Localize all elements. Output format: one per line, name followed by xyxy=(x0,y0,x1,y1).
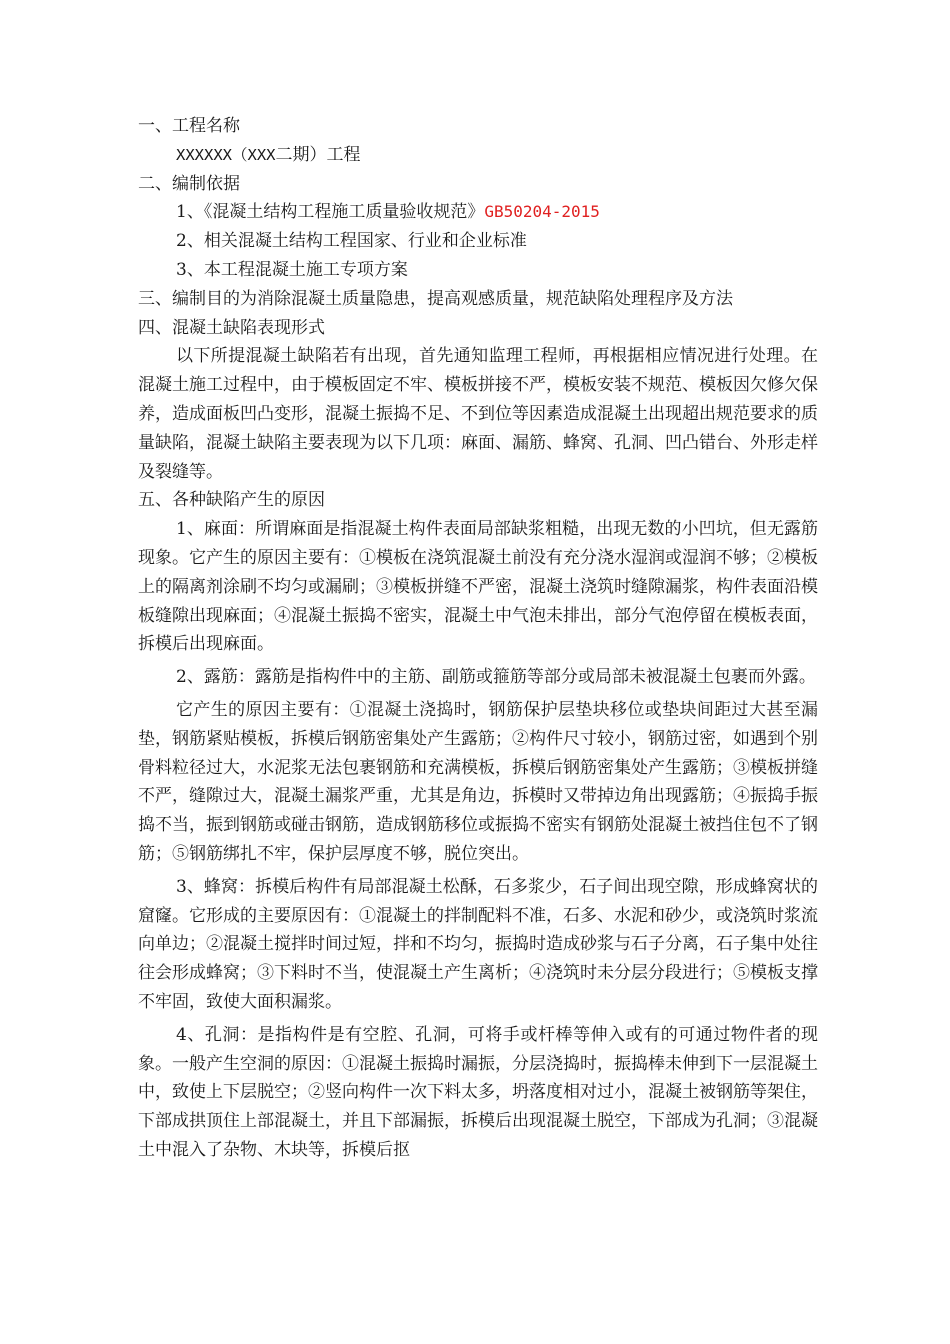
standard-code: GB50204-2015 xyxy=(484,202,600,222)
section-3-heading: 三、编制目的为消除混凝土质量隐患，提高观感质量，规范缺陷处理程序及方法 xyxy=(138,288,733,309)
section-1-heading: 一、工程名称 xyxy=(138,116,240,136)
document-body xyxy=(138,112,818,1165)
cause-exposed-rebar-reasons-paragraph: 它产生的原因主要有：①混凝土浇捣时，钢筋保护层垫块移位或垫块间距过大甚至漏垫，钢筋紧贴模板，拆模后钢筋密集处产生露筋；②构件尺寸较小，钢筋过密，如遇到个别骨料粒径过大，水泥浆无法包裹钢筋和充满模板，拆模后钢筋密集处产生露筋；③模板拼缝不严，缝隙过大，混凝土漏浆严重，尤其是角边，拆模时又带掉边角出现露筋；④振捣手振捣不当，振到钢筋或碰击钢筋，造成钢筋移位或振捣不密实有钢筋处混凝土被挡住包不了钢筋；⑤钢筋绑扎不牢，保护层厚度不够，脱位突出。 xyxy=(138,699,818,864)
project-name xyxy=(138,141,818,170)
project-name-code: XXXXXX（XXX xyxy=(176,145,276,164)
basis-item-1 xyxy=(138,198,818,227)
section-4-heading: 四、混凝土缺陷表现形式 xyxy=(138,317,325,338)
basis-item-1-text: 1、《混凝土结构工程施工质量验收规范》 xyxy=(176,202,485,223)
cause-honeycomb-paragraph: 3、蜂窝：拆模后构件有局部混凝土松酥，石多浆少，石子间出现空隙，形成蜂窝状的窟窿。它形成的主要原因有：①混凝土的拌制配料不准，石多、水泥和砂少，或浇筑时浆流向单边；②混凝土搅拌时间过短，拌和不均匀，振捣时造成砂浆与石子分离，石子集中处往往会形成蜂窝；③下料时不当，使混凝土产生离析；④浇筑时未分层分段进行；⑤模板支撑不牢固，致使大面积漏浆。 xyxy=(138,876,818,1012)
cause-pitting-paragraph: 1、麻面：所谓麻面是指混凝土构件表面局部缺浆粗糙，出现无数的小凹坑，但无露筋现象。它产生的原因主要有：①模板在浇筑混凝土前没有充分浇水湿润或湿润不够；②模板上的隔离剂涂刷不均匀或漏刷；③模板拼缝不严密，混凝土浇筑时缝隙漏浆，构件表面沿模板缝隙出现麻面；④混凝土振捣不密实，混凝土中气泡未排出，部分气泡停留在模板表面，拆模后出现麻面。 xyxy=(138,519,818,655)
section-5-heading: 五、各种缺陷产生的原因 xyxy=(138,490,325,511)
cause-holes-paragraph: 4、孔洞：是指构件是有空腔、孔洞，可将手或杆棒等伸入或有的可通过物件者的现象。一般产生空洞的原因：①混凝土振捣时漏振，分层浇捣时，振捣棒未伸到下一层混凝土中，致使上下层脱空；②竖向构件一次下料太多，坍落度相对过小，混凝土被钢筋等架住，下部成拱顶住上部混凝土，并且下部漏振，拆模后出现混凝土脱空，下部成为孔洞；③混凝土中混入了杂物、木块等，拆模后抠 xyxy=(138,1024,818,1160)
section-2-heading: 二、编制依据 xyxy=(138,173,240,194)
project-name-rest: 二期）工程 xyxy=(275,144,361,165)
cause-exposed-rebar-paragraph: 2、露筋：露筋是指构件中的主筋、副筋或箍筋等部分或局部未被混凝土包裹而外露。 xyxy=(176,667,816,688)
basis-item-2: 2、相关混凝土结构工程国家、行业和企业标准 xyxy=(176,231,527,252)
basis-item-3: 3、本工程混凝土施工专项方案 xyxy=(176,259,408,280)
defect-forms-paragraph: 以下所提混凝土缺陷若有出现，首先通知监理工程师，再根据相应情况进行处理。在混凝土施工过程中，由于模板固定不牢、模板拼接不严，模板安装不规范、模板因欠修欠保养，造成面板凹凸变形，混凝土振捣不足、不到位等因素造成混凝土出现超出规范要求的质量缺陷，混凝土缺陷主要表现为以下几项：麻面、漏筋、蜂窝、孔洞、凹凸错台、外形走样及裂缝等。 xyxy=(138,346,818,482)
